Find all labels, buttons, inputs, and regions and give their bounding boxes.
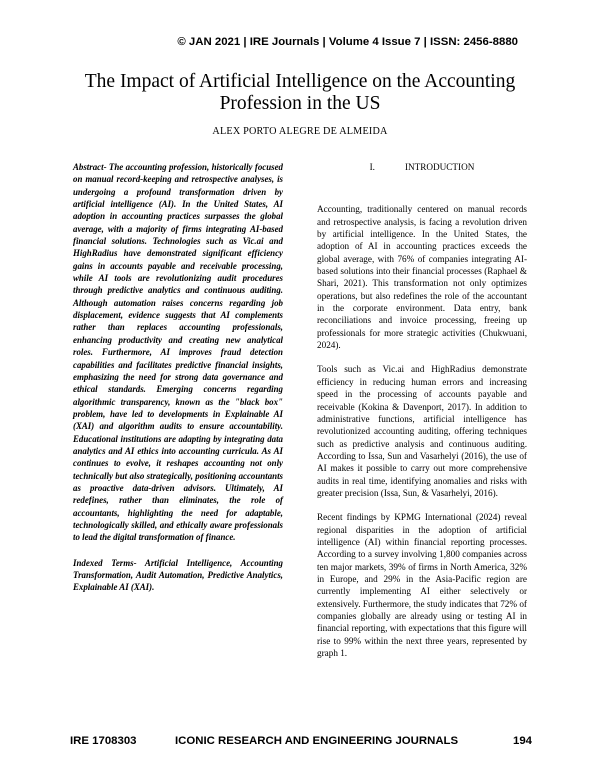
- running-header: © JAN 2021 | IRE Journals | Volume 4 Issue 7 | ISSN: 2456-8880: [177, 36, 518, 48]
- right-column: [317, 161, 527, 671]
- paper-title: The Impact of Artificial Intelligence on the Accounting Profession in the US: [84, 71, 516, 114]
- abstract: Abstract- The accounting profession, historically focused on manual record-keeping and retrospective analyses, is undergoing a profound transformation driven by artificial intelligence (AI). In the United States, AI adoption in accounting practices surpasses the global average, with a majority of firms integrating AI-based financial solutions. Technologies such as Vic.ai and HighRadius have demonstrated significant efficiency gains in accounts payable and receivable processing, while AI tools are revolutionizing audit procedures through predictive analytics and continuous auditing. Although automation raises concerns regarding job displacement, evidence suggests that AI complements rather than replaces accounting professionals, enhancing productivity and creating new analytical roles. Furthermore, AI improves fraud detection capabilities and facilitates predictive financial insights, emphasizing the need for strong data governance and ethical standards. Emerging concerns regarding algorithmic transparency, known as the "black box" problem, have led to developments in Explainable AI (XAI) and algorithm audits to ensure accountability. Educational institutions are adapting by integrating data analytics and AI ethics into accounting curricula. As AI continues to evolve, it reshapes accounting not only technically but also strategically, positioning accountants as proactive data-driven advisors. Ultimately, AI redefines, rather than eliminates, the role of accountants, highlighting the need for adaptable, technologically skilled, and ethically aware professionals to lead the digital transformation of finance.: [73, 162, 283, 543]
- intro-paragraph-3: Recent findings by KPMG International (2024) reveal regional disparities in the adoption of artificial intelligence (AI) within financial reporting processes. According to a survey involving 1,800 companies across ten major markets, 39% of firms in North America, 32% in Europe, and 29% in the Asia-Pacific region are currently implementing AI either selectively or extensively. Furthermore, the study indicates that 72% of companies globally are already using or testing AI in financial reporting, with expectations that this figure will rise to 99% within the next three years, represented by graph 1.: [317, 512, 527, 659]
- section-number: I.: [369, 162, 375, 172]
- footer-journal-name: ICONIC RESEARCH AND ENGINEERING JOURNALS: [175, 735, 459, 747]
- intro-paragraph-2: Tools such as Vic.ai and HighRadius demonstrate efficiency in reducing human errors and increasing speed in the processing of accounts payable and receivable (Kokina & Davenport, 2017). In addition to administrative functions, artificial intelligence has revolutionized accounting auditing, offering techniques such as predictive analysis and continuous auditing. According to Issa, Sun and Vasarhelyi (2016), the use of AI makes it possible to carry out more comprehensive audits in real time, identifying anomalies and risks with greater precision (Issa, Sun, & Vasarhelyi, 2016).: [317, 364, 527, 498]
- index-terms: Indexed Terms- Artificial Intelligence, Accounting Transformation, Audit Automation, Predictive Analytics, Explainable AI (XAI).: [73, 557, 283, 593]
- author-name: ALEX PORTO ALEGRE DE ALMEIDA: [212, 126, 388, 137]
- footer-doc-id: IRE 1708303: [70, 735, 137, 747]
- section-title: INTRODUCTION: [404, 162, 475, 172]
- footer-page-number: 194: [512, 735, 532, 747]
- left-column: [73, 161, 283, 594]
- section-heading: [317, 161, 527, 173]
- intro-paragraph-1: Accounting, traditionally centered on manual records and retrospective analysis, is facing a revolution driven by artificial intelligence. In the United States, the adoption of AI in accounting practices exceeds the global average, with 76% of companies integrating AI-based solutions into their financial processes (Raphael & Shari, 2021). This transformation not only optimizes operations, but also redefines the role of the accountant in the corporate environment. Data entry, bank reconciliations and invoice processing, freeing up professionals for more strategic activities (Chukwuani, 2024).: [317, 204, 527, 351]
